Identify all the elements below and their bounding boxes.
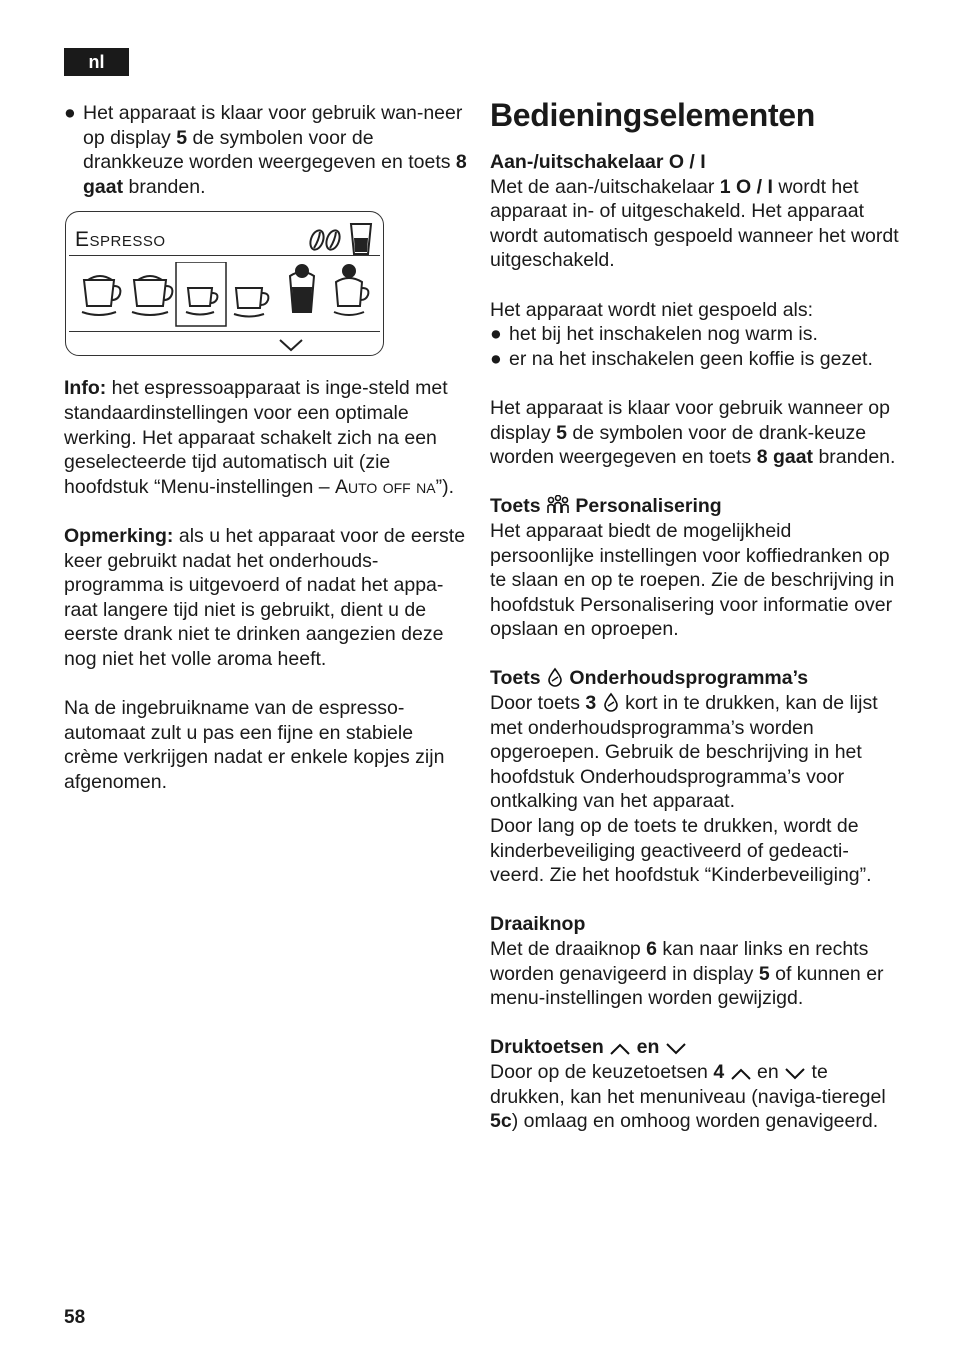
maintenance-text: Door toets 3 kort in te drukken, kan de lijst met onderhoudsprogramma’s worden opgeroepen. Gebruik de beschrijving in het hoofdstuk Onderhoudsprogramma’s voor ontkalking van het apparaat. (490, 692, 878, 813)
display-title: Espresso (75, 228, 166, 252)
display-divider-bottom (69, 331, 380, 332)
personalisation-title: Toets Personalisering (490, 495, 722, 518)
strength-and-cup-size-icon (305, 220, 377, 256)
personalisation-icon (546, 495, 570, 515)
personalisation-text: Het apparaat biedt de mogelijkheid persoonlijke instellingen voor koffiedranken op te slaan en op te roepen. Zie de beschrijving in hoofdstuk Personalisering voor informatie over opslaan en oproepen. (490, 519, 895, 641)
chevron-down-icon (784, 1067, 806, 1081)
cup-large-icon (82, 276, 120, 315)
language-tag: nl (64, 48, 129, 76)
no-rinse-intro: Het apparaat wordt niet gespoeld als: (490, 298, 814, 321)
power-switch-text: Met de aan-/uitschakelaar 1 O / I wordt het apparaat in- of uitgeschakeld. Het apparaat wordt automatisch gespoeld wanneer het wordt uitgeschakeld. (490, 175, 899, 272)
rotary-knob-title: Draaiknop (490, 913, 586, 936)
cup-espresso-icon (186, 288, 217, 315)
cup-small-icon (234, 288, 268, 317)
selected-drink-frame (176, 262, 226, 326)
push-buttons-text: Door op de keuzetoetsen 4 en te drukken, kan het menuniveau (naviga-tieregel 5c) omlaag en omhoog worden genavigeerd. (490, 1060, 886, 1133)
cup-medium-icon (132, 276, 172, 315)
page-heading: Bedieningselementen (490, 97, 816, 133)
drink-selection-icons (78, 262, 373, 328)
ready-text: Het apparaat is klaar voor gebruik wanneer op display 5 de symbolen voor de drank-keuze worden weergegeven en toets 8 gaat branden. (490, 396, 896, 469)
child-lock-text: Door lang op de toets te drukken, wordt de kinderbeveiliging geactiveerd of gedeacti-veerd. Zie het hoofdstuk “Kinderbeveiliging”. (490, 815, 872, 887)
opmerking-paragraph: Opmerking: als u het apparaat voor de eerste keer gebruikt nadat het onderhouds-programma is uitgevoerd of nadat het appa-raat langere tijd niet is gebruikt, dient u de eerste drank niet te drinken aangezien deze nog niet het volle aroma heeft. (64, 524, 466, 670)
chevron-up-icon (730, 1067, 752, 1081)
no-rinse-bullet: ● er na het inschakelen geen koffie is gezet. (490, 347, 873, 370)
maintenance-drop-icon (602, 692, 620, 712)
cappuccino-icon (334, 265, 368, 315)
info-paragraph: Info: het espressoapparaat is inge-steld met standaardinstellingen voor een optimale werking. Het apparaat schakelt zich na een geselecteerde tijd automatisch uit (zie hoofdstuk “Menu-instellingen – Auto off na”). (64, 377, 454, 498)
maintenance-drop-icon (546, 667, 564, 687)
maintenance-title: Toets Onderhoudsprogramma’s (490, 667, 809, 690)
ready-bullet: ● Het apparaat is klaar voor gebruik wan-neer op display 5 de symbolen voor de drankkeuze worden weergegeven en toets 8 gaat branden. (64, 102, 467, 198)
power-switch-title: Aan-/uitschakelaar O / I (490, 151, 706, 173)
left-column (64, 101, 469, 794)
right-column (490, 96, 900, 1134)
chevron-up-icon (609, 1042, 631, 1056)
crema-paragraph: Na de ingebruikname van de espresso-automaat zult u pas een fijne en stabiele crème verkrijgen nadat er enkele kopjes zijn afgenomen. (64, 697, 445, 793)
rotary-knob-text: Met de draaiknop 6 kan naar links en rechts worden genavigeerd in display 5 of kunnen er menu-instellingen worden gewijzigd. (490, 938, 884, 1010)
no-rinse-bullet: ● het bij het inschakelen nog warm is. (490, 323, 818, 346)
display-divider-top (69, 255, 380, 256)
latte-macchiato-icon (290, 265, 314, 312)
bullet-dot: ● (64, 102, 76, 124)
push-buttons-title: Druktoetsen en (490, 1035, 900, 1060)
chevron-down-icon (665, 1042, 687, 1056)
page-number: 58 (64, 1307, 86, 1328)
display-illustration (65, 211, 384, 356)
chevron-down-icon (278, 338, 304, 352)
